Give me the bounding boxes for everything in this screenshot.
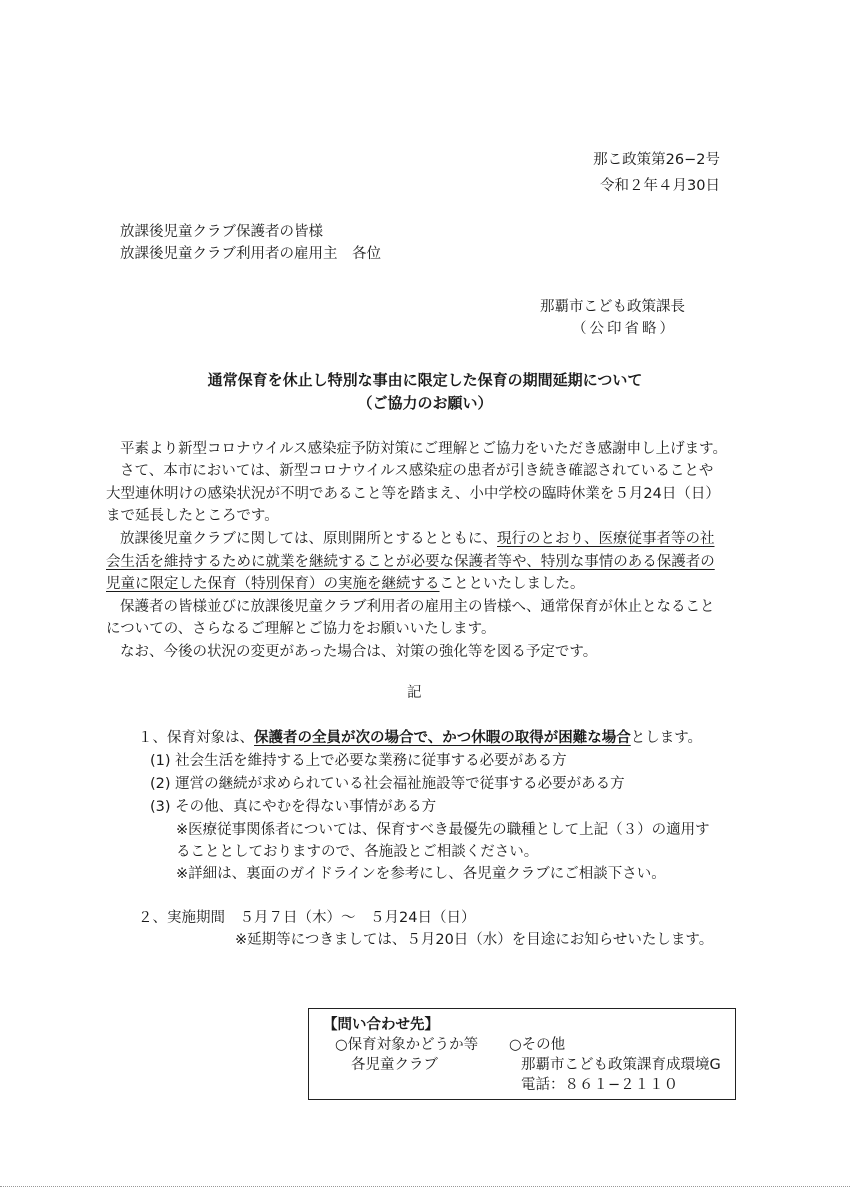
recipient-line-1: 放課後児童クラブ保護者の皆様 xyxy=(120,224,323,240)
doc-number: 那こ政策第26−2号 xyxy=(593,152,720,168)
item-1 xyxy=(138,728,702,748)
item-1-prefix: １、保育対象は、 xyxy=(138,730,254,746)
scan-edge-line xyxy=(0,1186,850,1187)
contact-right-line-1: ○その他 xyxy=(509,1037,566,1053)
item-1-note-1-line-1: ※医療従事関係者については、保育すべき最優先の職種として上記（３）の適用す xyxy=(176,822,710,838)
contact-left-line-2: 各児童クラブ xyxy=(351,1057,438,1073)
p3-line-1-underlined: 現行のとおり、医療従事者等の社 xyxy=(497,531,715,547)
notice-title: 通常保育を休止し特別な事由に限定した保育の期間延期について xyxy=(207,371,643,389)
contact-phone: 電話：８６１−２１１０ xyxy=(521,1077,679,1093)
contact-heading: 【問い合わせ先】 xyxy=(323,1017,439,1033)
body-paragraph-3-line-2: 会生活を維持するために就業を継続することが必要な保護者等や、特別な事情のある保護者の xyxy=(106,554,715,570)
body-paragraph-3-line-1 xyxy=(120,529,715,549)
item-1-sub-1: (1) 社会生活を維持する上で必要な業務に従事する必要がある方 xyxy=(150,753,567,769)
p3-line-3-plain: ことといたしました。 xyxy=(439,576,585,592)
item-1-sub-2: (2) 運営の継続が求められている社会福祉施設等で従事する必要がある方 xyxy=(150,776,625,792)
body-paragraph-2-line-1: さて、本市においては、新型コロナウイルス感染症の患者が引き続き確認されていることや xyxy=(120,463,714,479)
body-paragraph-1: 平素より新型コロナウイルス感染症予防対策にご理解とご協力をいただき感謝申し上げます。 xyxy=(120,441,727,457)
item-2-note: ※延期等につきましては、５月20日（水）を目途にお知らせいたします。 xyxy=(235,932,714,948)
item-1-condition: 保護者の全員が次の場合で、かつ休暇の取得が困難な場合 xyxy=(254,730,631,746)
contact-box xyxy=(308,1008,736,1100)
notice-subtitle: （ご協力のお願い） xyxy=(357,394,493,412)
doc-date: 令和２年４月30日 xyxy=(600,178,720,194)
seal-omitted: （公印省略） xyxy=(572,321,677,337)
body-paragraph-4-line-1: 保護者の皆様並びに放課後児童クラブ利用者の雇用主の皆様へ、通常保育が休止となること xyxy=(120,599,715,615)
p3-line-3-underlined: 児童に限定した保育（特別保育）の実施を継続する xyxy=(106,576,440,592)
item-1-sub-3: (3) その他、真にやむを得ない事情がある方 xyxy=(150,799,437,815)
p3-line-1-plain: 放課後児童クラブに関しては、原則開所とするとともに、 xyxy=(120,531,497,547)
item-2-period: ２、実施期間 ５月７日（木）～ ５月24日（日） xyxy=(138,910,476,926)
body-paragraph-5: なお、今後の状況の変更があった場合は、対策の強化等を図る予定です。 xyxy=(120,644,598,660)
item-1-suffix: とします。 xyxy=(630,730,703,746)
ki-heading: 記 xyxy=(407,685,422,701)
recipient-line-2: 放課後児童クラブ利用者の雇用主 各位 xyxy=(120,246,381,262)
item-1-note-1-line-2: ることとしておりますので、各施設とご相談ください。 xyxy=(176,844,539,860)
sender-name: 那覇市こども政策課長 xyxy=(540,299,685,315)
body-paragraph-4-line-2: についての、さらなるご理解とご協力をお願いいたします。 xyxy=(106,621,496,637)
item-1-note-2: ※詳細は、裏面のガイドラインを参考にし、各児童クラブにご相談下さい。 xyxy=(176,866,666,882)
body-paragraph-2-line-3: まで延長したところです。 xyxy=(106,508,279,524)
contact-right-line-2: 那覇市こども政策課育成環境G xyxy=(521,1057,721,1073)
contact-left-line-1: ○保育対象かどうか等 xyxy=(335,1037,479,1053)
body-paragraph-3-line-3 xyxy=(106,574,585,594)
body-paragraph-2-line-2: 大型連休明けの感染状況が不明であること等を踏まえ、小中学校の臨時休業を５月24日（日） xyxy=(106,486,720,502)
